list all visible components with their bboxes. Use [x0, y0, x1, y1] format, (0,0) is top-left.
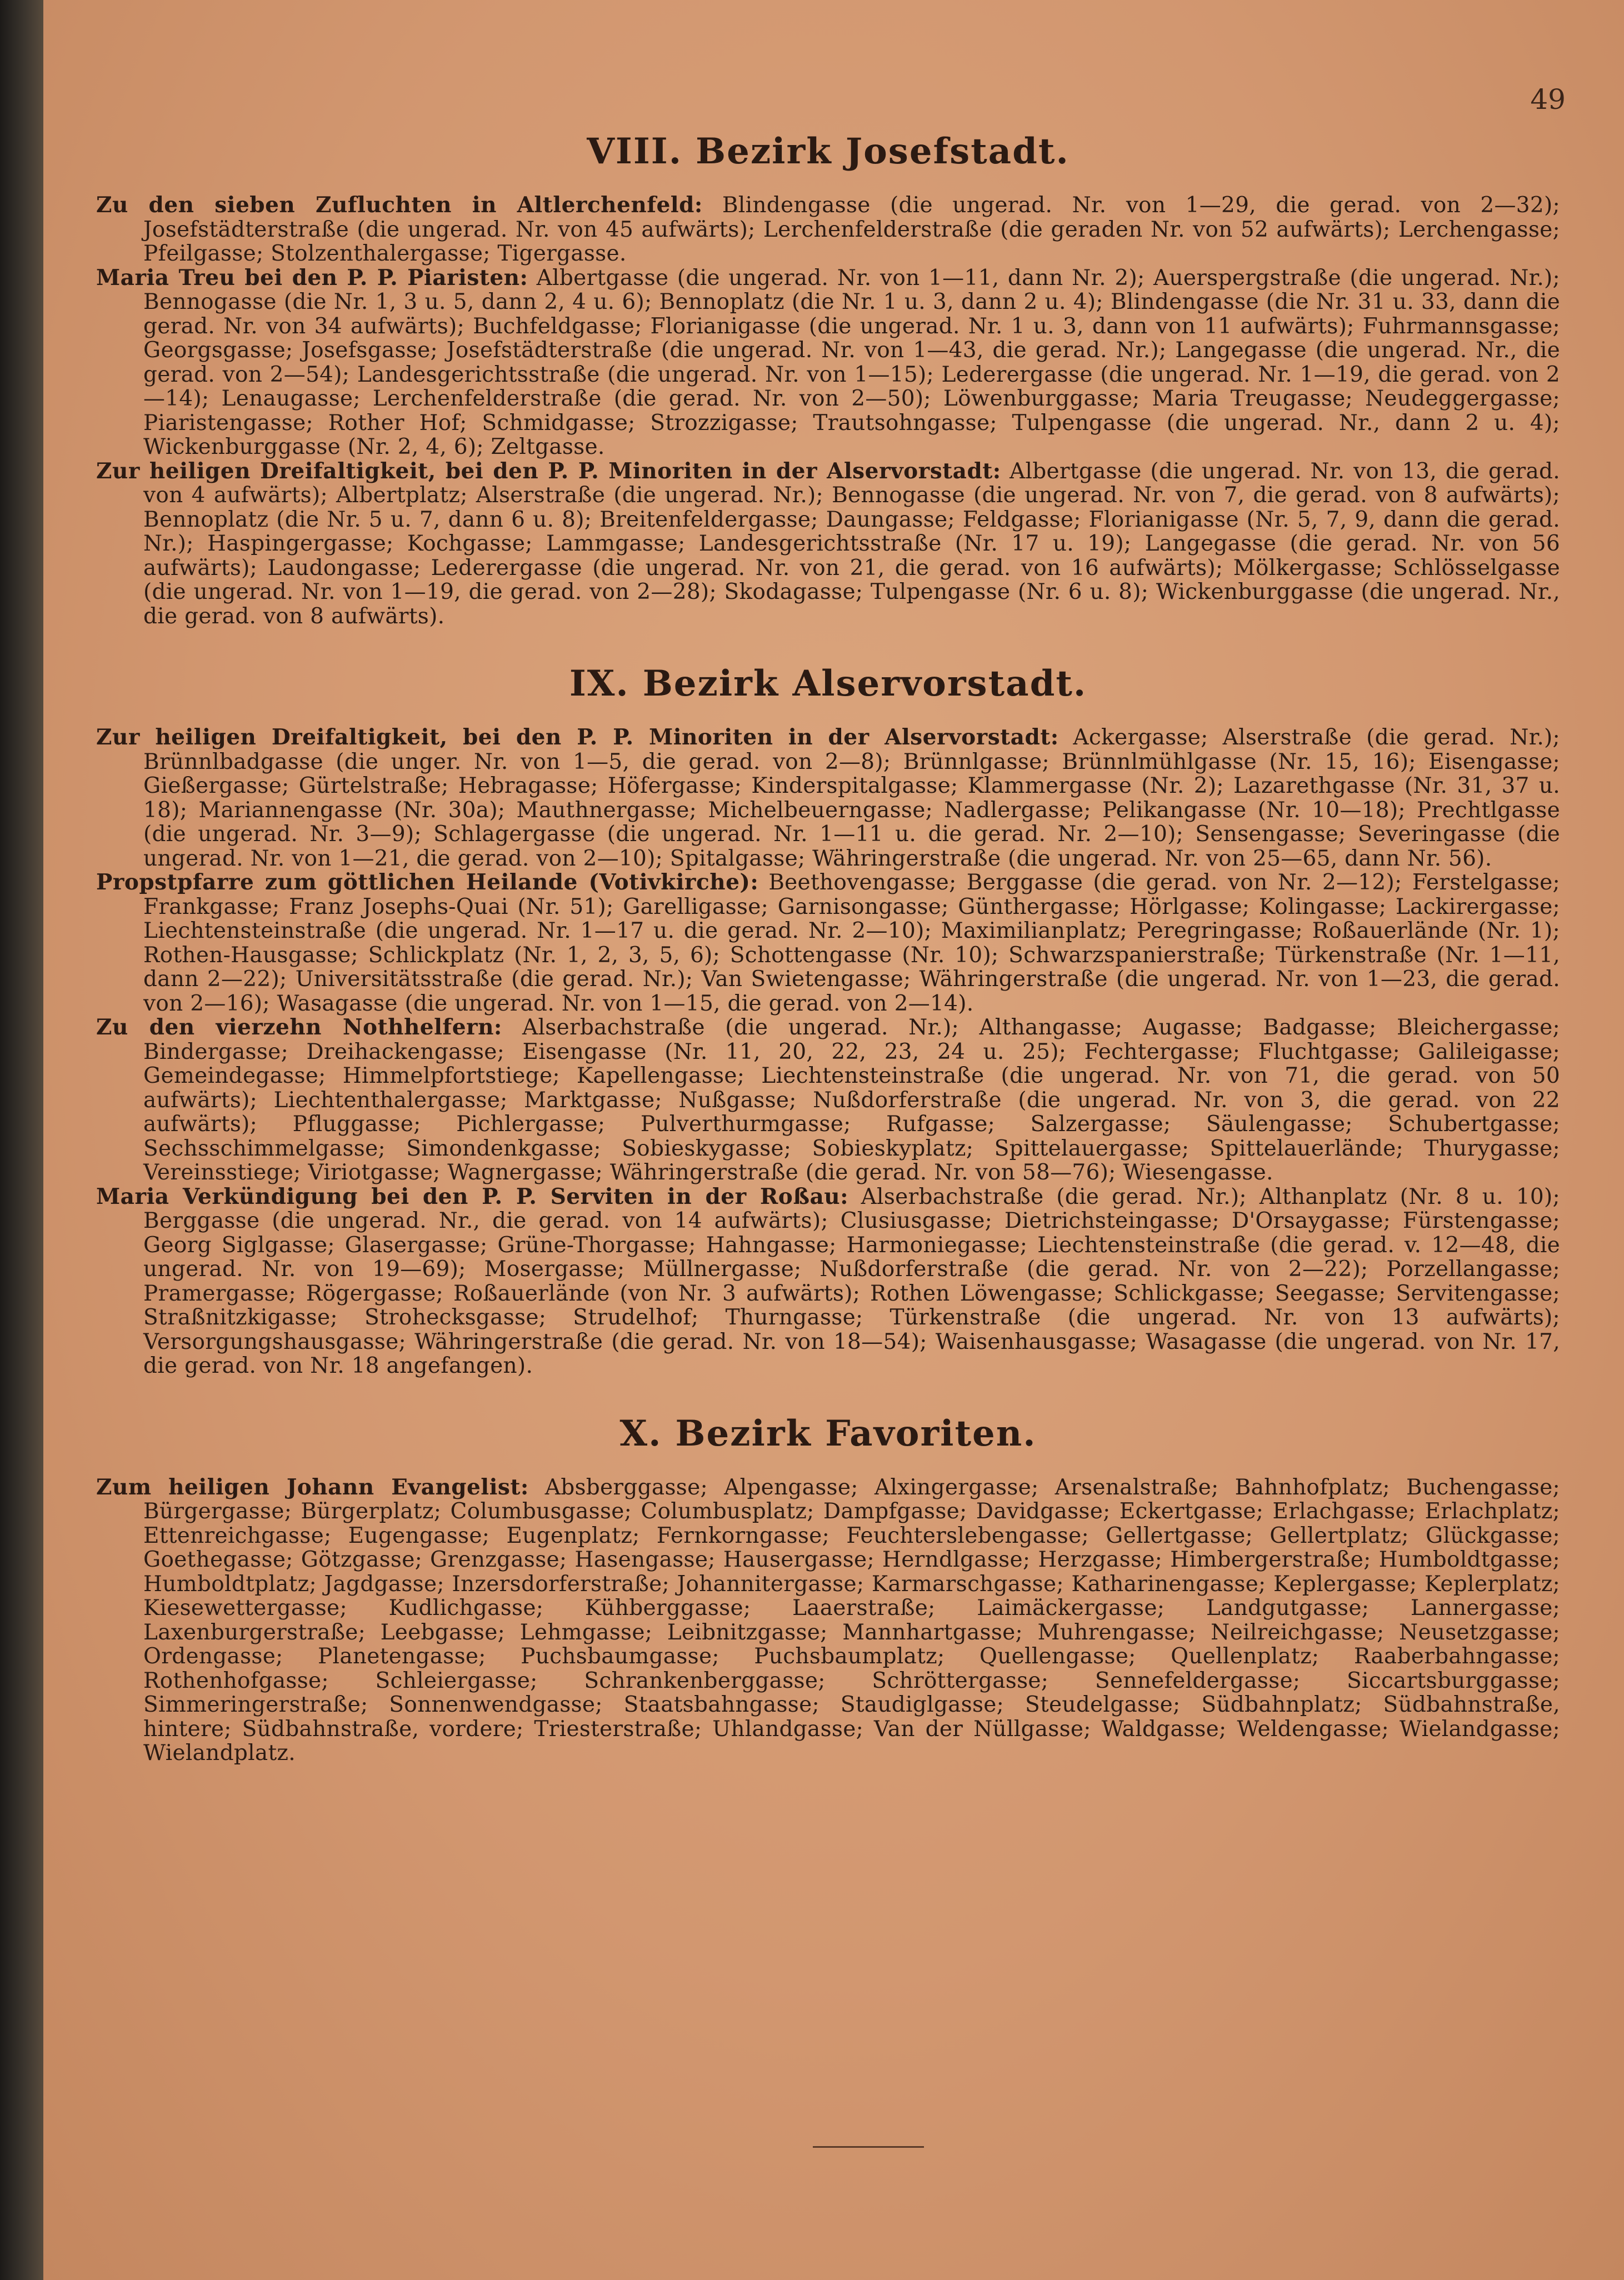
page-content: [96, 131, 1560, 1766]
parish-streets: Beethovengasse; Berggasse (die gerad. von Nr. 2—12); Ferstelgasse; Frankgasse; Franz Josephs-Quai (Nr. 51); Garelligasse; Garnisongasse; Günthergasse; Hörlgasse; Kolingasse; Lackirergasse; Liechtensteinstraße (die ungerad. Nr. 1—17 u. die gerad. Nr. 2—10); Maximilianplatz; Peregringasse; Roßauerlände (Nr. 1); Rothen-Hausgasse; Schlickplatz (Nr. 1, 2, 3, 5, 6); Schottengasse (Nr. 10); Schwarzspanierstraße; Türkenstraße (Nr. 1—11, dann 2—22); Universitätsstraße (die gerad. Nr.); Van Swietengasse; Währingerstraße (die ungerad. Nr. von 1—23, die gerad. von 2—16); Wasagasse (die ungerad. Nr. von 1—15, die gerad. von 2—14).: [143, 870, 1560, 1016]
parish-entry: [96, 1476, 1560, 1766]
parish-streets: Albertgasse (die ungerad. Nr. von 1—11, dann Nr. 2); Auerspergstraße (die ungerad. Nr.); Bennogasse (die Nr. 1, 3 u. 5, dann 2, 4 u. 6); Bennoplatz (die Nr. 1 u. 3, dann 2 u. 4); Blindengasse (die Nr. 31 u. 33, dann die gerad. Nr. von 34 aufwärts); Buchfeldgasse; Florianigasse (die ungerad. Nr. 1 u. 3, dann von 11 aufwärts); Fuhrmannsgasse; Georgsgasse; Josefsgasse; Josefstädterstraße (die ungerad. Nr. von 1—43, die gerad. Nr.); Langegasse (die ungerad. Nr., die gerad. von 2—54); Landesgerichtsstraße (die ungerad. Nr. von 1—15); Lederergasse (die ungerad. Nr. 1—19, die gerad. von 2—14); Lenaugasse; Lerchenfelderstraße (die gerad. Nr. von 2—50); Löwenburggasse; Maria Treugasse; Neudeggergasse; Piaristengasse; Rother Hof; Schmidgasse; Strozzigasse; Trautsohngasse; Tulpengasse (die ungerad. Nr., dann 2 u. 4); Wickenburggasse (Nr. 2, 4, 6); Zeltgasse.: [143, 265, 1560, 459]
page-number: 49: [1530, 83, 1566, 116]
parish-entry: [96, 266, 1560, 459]
parish-entry: [96, 193, 1560, 266]
parish-entry: [96, 1016, 1560, 1185]
parish-name: Maria Verkündigung bei den P. P. Serviten in der Roßau:: [96, 1183, 848, 1209]
district-heading: [96, 131, 1560, 172]
parish-name: Propstpfarre zum göttlichen Heilande (Votivkirche):: [96, 869, 759, 895]
district-name: Bezirk Alservorstadt.: [642, 663, 1087, 704]
district-name: Bezirk Josefstadt.: [696, 131, 1070, 172]
parish-entry: [96, 871, 1560, 1016]
parish-streets: Ackergasse; Alserstraße (die gerad. Nr.); Brünnlbadgasse (die unger. Nr. von 1—5, die gerad. von 2—8); Brünnlgasse; Brünnlmühlgasse (Nr. 15, 16); Eisengasse; Gießergasse; Gürtelstraße; Hebragasse; Höfergasse; Kinderspitalgasse; Klammergasse (Nr. 2); Lazarethgasse (Nr. 31, 37 u. 18); Mariannengasse (Nr. 30a); Mauthnergasse; Michelbeuerngasse; Nadlergasse; Pelikangasse (Nr. 10—18); Prechtlgasse (die ungerad. Nr. 3—9); Schlagergasse (die ungerad. Nr. 1—11 u. die gerad. Nr. 2—10); Sensengasse; Severingasse (die ungerad. Nr. von 1—21, die gerad. von 2—10); Spitalgasse; Währingerstraße (die ungerad. Nr. von 25—65, dann Nr. 56).: [143, 725, 1560, 871]
parish-streets: Alserbachstraße (die ungerad. Nr.); Althangasse; Augasse; Badgasse; Bleichergasse; Bindergasse; Dreihackengasse; Eisengasse (Nr. 11, 20, 22, 23, 24 u. 25); Fechtergasse; Fluchtgasse; Galileigasse; Gemeindegasse; Himmelpfortstiege; Kapellengasse; Liechtensteinstraße (die ungerad. Nr. von 71, die gerad. von 50 aufwärts); Liechtenthalergasse; Marktgasse; Nußgasse; Nußdorferstraße (die ungerad. Nr. von 3, die gerad. von 22 aufwärts); Pfluggasse; Pichlergasse; Pulverthurmgasse; Rufgasse; Salzergasse; Säulengasse; Schubertgasse; Sechsschimmelgasse; Simondenkgasse; Sobieskygasse; Sobieskyplatz; Spittelauergasse; Spittelauerlände; Thurygasse; Vereinsstiege; Viriotgasse; Wagnergasse; Währingerstraße (die gerad. Nr. von 58—76); Wiesengasse.: [143, 1015, 1560, 1185]
book-binding: [0, 0, 43, 2280]
parish-name: Zu den sieben Zufluchten in Altlerchenfeld:: [96, 192, 703, 218]
parish-entry: [96, 726, 1560, 871]
parish-streets: Absberggasse; Alpengasse; Alxingergasse; Arsenalstraße; Bahnhofplatz; Buchengasse; Bürgergasse; Bürgerplatz; Columbusgasse; Columbusplatz; Dampfgasse; Davidgasse; Eckertgasse; Erlachgasse; Erlachplatz; Ettenreichgasse; Eugengasse; Eugenplatz; Fernkorngasse; Feuchterslebengasse; Gellertgasse; Gellertplatz; Glückgasse; Goethegasse; Götzgasse; Grenzgasse; Hasengasse; Hausergasse; Herndlgasse; Herzgasse; Himbergerstraße; Humboldtgasse; Humboldtplatz; Jagdgasse; Inzersdorferstraße; Johannitergasse; Karmarschgasse; Katharinengasse; Keplergasse; Keplerplatz; Kiesewettergasse; Kudlichgasse; Kühberggasse; Laaerstraße; Laimäckergasse; Landgutgasse; Lannergasse; Laxenburgerstraße; Leebgasse; Lehmgasse; Leibnitzgasse; Mannhartgasse; Muhrengasse; Neilreichgasse; Neusetzgasse; Ordengasse; Planetengasse; Puchsbaumgasse; Puchsbaumplatz; Quellengasse; Quellenplatz; Raaberbahngasse; Rothenhofgasse; Schleiergasse; Schrankenberggasse; Schröttergasse; Sennefeldergasse; Siccartsburggasse; Simmeringerstraße; Sonnenwendgasse; Staatsbahngasse; Staudiglgasse; Steudelgasse; Südbahnplatz; Südbahnstraße, hintere; Südbahnstraße, vordere; Triesterstraße; Uhlandgasse; Van der Nüllgasse; Waldgasse; Weldengasse; Wielandgasse; Wielandplatz.: [143, 1474, 1560, 1766]
parish-name: Zur heiligen Dreifaltigkeit, bei den P. P. Minoriten in der Alservorstadt:: [96, 458, 1001, 484]
district-heading: [96, 663, 1560, 704]
parish-name: Zum heiligen Johann Evangelist:: [96, 1474, 529, 1500]
parish-entry: [96, 1185, 1560, 1378]
parish-streets: Blindengasse (die ungerad. Nr. von 1—29, die gerad. von 2—32); Josefstädterstraße (die ungerad. Nr. von 45 aufwärts); Lerchenfelderstraße (die geraden Nr. von 52 aufwärts); Lerchengasse; Pfeilgasse; Stolzenthalergasse; Tigergasse.: [143, 193, 1560, 266]
district-numeral: X.: [619, 1412, 662, 1454]
parish-streets: Alserbachstraße (die gerad. Nr.); Althanplatz (Nr. 8 u. 10); Berggasse (die ungerad. Nr., die gerad. von 14 aufwärts); Clusiusgasse; Dietrichsteingasse; D'Orsaygasse; Fürstengasse; Georg Siglgasse; Glasergasse; Grüne-Thorgasse; Hahngasse; Harmoniegasse; Liechtensteinstraße (die gerad. v. 12—48, die ungerad. Nr. von 19—69); Mosergasse; Müllnergasse; Nußdorferstraße (die gerad. Nr. von 2—22); Porzellangasse; Pramergasse; Rögergasse; Roßauerlände (von Nr. 3 aufwärts); Rothen Löwengasse; Schlickgasse; Seegasse; Servitengasse; Straßnitzkigasse; Strohecksgasse; Strudelhof; Thurngasse; Türkenstraße (die ungerad. Nr. von 13 aufwärts); Versorgungshausgasse; Währingerstraße (die gerad. Nr. von 18—54); Waisenhausgasse; Wasagasse (die ungerad. von Nr. 17, die gerad. von Nr. 18 angefangen).: [143, 1184, 1560, 1378]
parish-entry: [96, 459, 1560, 629]
parish-name: Maria Treu bei den P. P. Piaristen:: [96, 264, 528, 291]
district-numeral: VIII.: [587, 131, 683, 172]
district-heading: [96, 1413, 1560, 1454]
section-ix-alservorstadt: [96, 663, 1560, 1378]
closing-rule: [813, 2146, 924, 2148]
section-viii-josefstadt: [96, 131, 1560, 628]
section-x-favoriten: [96, 1413, 1560, 1766]
parish-name: Zur heiligen Dreifaltigkeit, bei den P. P. Minoriten in der Alservorstadt:: [96, 724, 1059, 750]
parish-streets: Albertgasse (die ungerad. Nr. von 13, die gerad. von 4 aufwärts); Albertplatz; Alserstraße (die ungerad. Nr.); Bennogasse (die ungerad. Nr. von 7, die gerad. von 8 aufwärts); Bennoplatz (die Nr. 5 u. 7, dann 6 u. 8); Breitenfeldergasse; Daungasse; Feldgasse; Florianigasse (Nr. 5, 7, 9, dann die gerad. Nr.); Haspingergasse; Kochgasse; Lammgasse; Landesgerichtsstraße (Nr. 17 u. 19); Langegasse (die gerad. Nr. von 56 aufwärts); Laudongasse; Lederergasse (die ungerad. Nr. von 21, die gerad. von 16 aufwärts); Mölkergasse; Schlösselgasse (die ungerad. Nr. von 1—19, die gerad. von 2—28); Skodagasse; Tulpengasse (Nr. 6 u. 8); Wickenburggasse (die ungerad. Nr., die gerad. von 8 aufwärts).: [143, 458, 1560, 629]
district-name: Bezirk Favoriten.: [675, 1412, 1037, 1454]
parish-name: Zu den vierzehn Nothhelfern:: [96, 1014, 502, 1040]
district-numeral: IX.: [569, 663, 629, 704]
book-page: [43, 0, 1624, 2280]
